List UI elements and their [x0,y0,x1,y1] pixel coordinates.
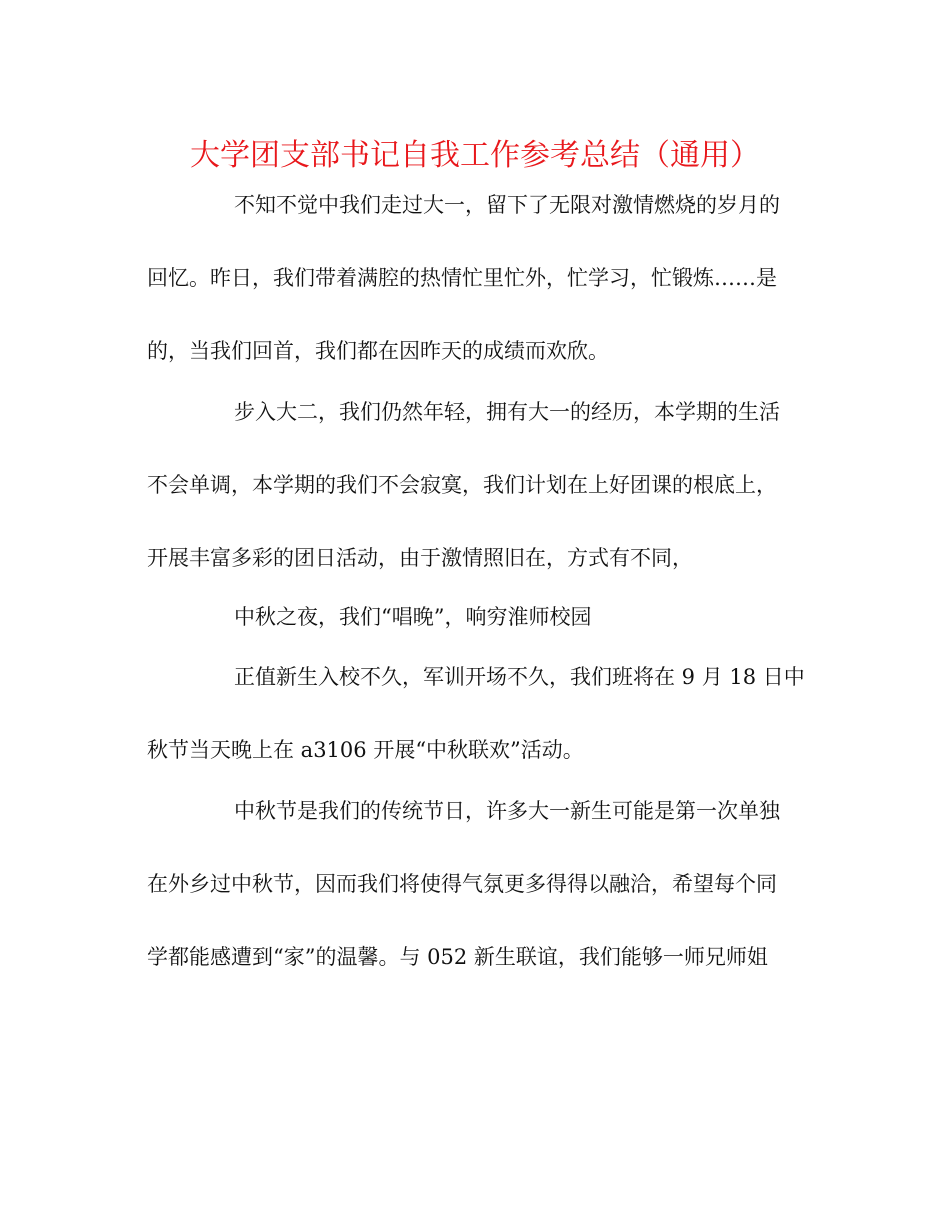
paragraph-3-line-1: 正值新生入校不久，军训开场不久，我们班将在 9 月 18 日中 [234,665,805,689]
paragraph-1-line-1: 不知不觉中我们走过大一，留下了无限对激情燃烧的岁月的 [234,193,780,217]
paragraph-2-line-1: 步入大二，我们仍然年轻，拥有大一的经历，本学期的生活 [234,400,780,424]
paragraph-4-line-3: 学都能感遭到“家”的温馨。与 052 新生联谊，我们能够一师兄师姐 [147,945,768,969]
paragraph-3-line-2: 秋节当天晚上在 a3106 开展“中秋联欢”活动。 [147,738,584,762]
paragraph-1-line-2: 回忆。昨日，我们带着满腔的热情忙里忙外，忙学习，忙锻炼……是 [147,266,777,290]
paragraph-2-line-3: 开展丰富多彩的团日活动，由于激情照旧在，方式有不同， [147,546,693,570]
paragraph-2-line-2: 不会单调，本学期的我们不会寂寞，我们计划在上好团课的根底上， [147,473,777,497]
paragraph-4-line-2: 在外乡过中秋节，因而我们将使得气氛更多得得以融洽，希望每个同 [147,872,777,896]
document-title: 大学团支部书记自我工作参考总结（通用） [190,138,760,173]
section-heading: 中秋之夜，我们“唱晚”，响穷淮师校园 [234,605,592,629]
paragraph-4-line-1: 中秋节是我们的传统节日，许多大一新生可能是第一次单独 [234,799,780,823]
paragraph-1-line-3: 的，当我们回首，我们都在因昨天的成绩而欢欣。 [147,339,609,363]
